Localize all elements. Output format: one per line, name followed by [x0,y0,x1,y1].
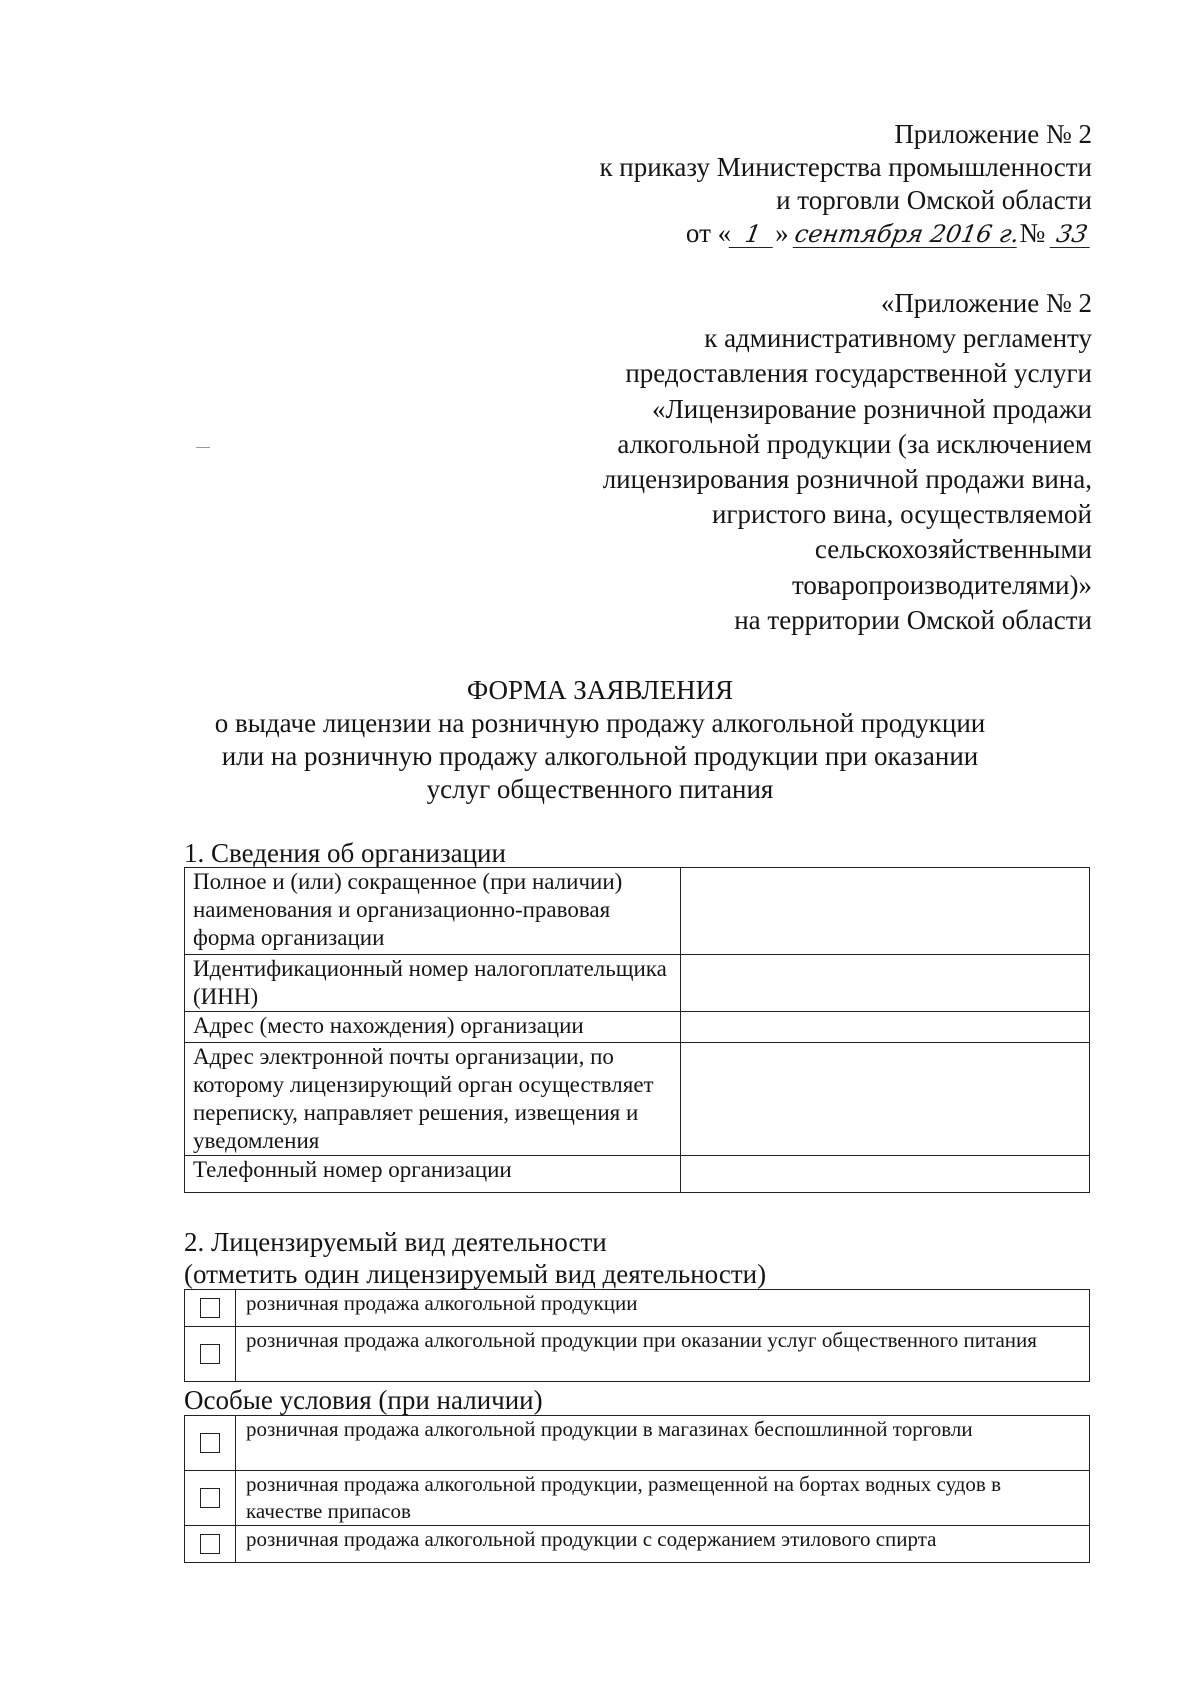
activity-option-label: розничная продажа алкогольной продукции [236,1290,1090,1327]
table-row [185,1156,1090,1193]
regulation-header [603,286,1092,638]
table-row [185,1526,1090,1563]
appendix-line: Приложение № 2 [894,119,1092,149]
email-label: Адрес электронной почты организации, по которому лицензирующий орган осуществляет переписку, направляет решения, извещения и уведомления [185,1043,681,1156]
organization-info-table [184,867,1090,1193]
form-subtitle-line: услуг общественного питания [426,774,774,804]
special-checkbox-cell[interactable] [185,1471,236,1526]
regulation-line: «Лицензирование розничной продажи [651,393,1092,424]
order-number-label: № [1019,218,1046,248]
org-name-value[interactable] [681,868,1090,955]
section2-title: 2. Лицензируемый вид деятельности [184,1227,607,1257]
scan-mark [196,447,210,448]
phone-label: Телефонный номер организации [185,1156,681,1193]
checkbox[interactable] [200,1298,220,1318]
section1-title: 1. Сведения об организации [184,838,506,868]
checkbox[interactable] [200,1488,220,1508]
inn-value[interactable] [681,955,1090,1012]
table-row [185,1416,1090,1471]
checkbox[interactable] [200,1344,220,1364]
activity-checkbox-cell[interactable] [185,1327,236,1382]
special-conditions-title: Особые условия (при наличии) [184,1385,543,1415]
table-row [185,1327,1090,1382]
table-row [185,1043,1090,1156]
regulation-line: лицензирования розничной продажи вина, [602,464,1092,495]
checkbox[interactable] [200,1534,220,1554]
appendix-line: к приказу Министерства промышленности [599,152,1092,182]
activity-type-table [184,1289,1090,1382]
order-date-line [599,217,1092,250]
special-option-label: розничная продажа алкогольной продукции в магазинах беспошлинной торговли [236,1416,1090,1471]
regulation-line: сельскохозяйственными [814,534,1092,565]
section2-note: (отметить один лицензируемый вид деятельности) [184,1259,767,1289]
regulation-line: «Приложение № 2 [880,288,1092,318]
regulation-line: предоставления государственной услуги [625,358,1092,389]
inn-label: Идентификационный номер налогоплательщика (ИНН) [185,955,681,1012]
special-checkbox-cell[interactable] [185,1526,236,1563]
order-month-handwritten: сентября 2016 г. [792,220,1023,248]
regulation-line: алкогольной продукции (за исключением [617,428,1092,459]
regulation-line: на территории Омской области [734,604,1092,635]
form-subtitle-line: или на розничную продажу алкогольной продукции при оказании [221,741,979,771]
regulation-line: товаропроизводителями)» [791,569,1092,600]
table-row [185,1290,1090,1327]
checkbox[interactable] [200,1433,220,1453]
appendix-line: и торговли Омской области [776,185,1092,215]
special-option-label: розничная продажа алкогольной продукции с содержанием этилового спирта [236,1526,1090,1563]
table-row [185,955,1090,1012]
form-heading: ФОРМА ЗАЯВЛЕНИЯ [466,675,734,705]
address-value[interactable] [681,1012,1090,1043]
special-checkbox-cell[interactable] [185,1416,236,1471]
activity-option-label: розничная продажа алкогольной продукции при оказании услуг общественного питания [236,1327,1090,1382]
special-option-label: розничная продажа алкогольной продукции, размещенной на бортах водных судов в качестве припасов [236,1471,1090,1526]
table-row [185,868,1090,955]
activity-checkbox-cell[interactable] [185,1290,236,1327]
regulation-line: к административному регламенту [704,323,1092,354]
form-subtitle-line: о выдаче лицензии на розничную продажу алкогольной продукции [214,708,986,738]
table-row [185,1012,1090,1043]
order-date-prefix: от « [685,218,732,248]
order-day-handwritten: 1 [729,221,778,248]
email-value[interactable] [681,1043,1090,1156]
order-number-handwritten: 33 [1050,221,1095,248]
form-title [150,674,1050,806]
special-conditions-table [184,1415,1090,1563]
address-label: Адрес (место нахождения) организации [185,1012,681,1043]
order-date-mid: » [775,218,789,248]
org-name-label: Полное и (или) сокращенное (при наличии) наименования и организационно-правовая форма организации [185,868,681,955]
table-row [185,1471,1090,1526]
phone-value[interactable] [681,1156,1090,1193]
appendix-header [599,118,1092,250]
regulation-line: игристого вина, осуществляемой [711,499,1092,530]
